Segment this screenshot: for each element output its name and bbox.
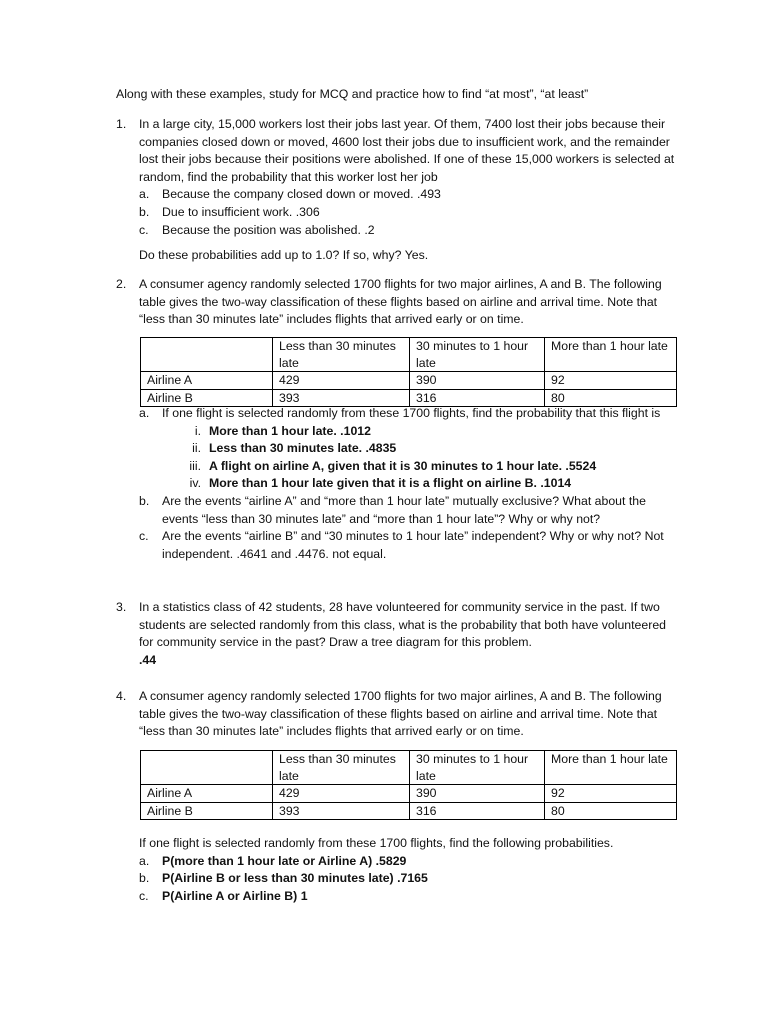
table-cell: Airline B	[141, 389, 273, 407]
roman-item	[189, 458, 676, 476]
question-4	[116, 688, 676, 741]
part-b	[139, 493, 676, 528]
table-header-cell	[141, 751, 273, 785]
table-cell: 429	[273, 372, 410, 390]
table-cell: 92	[545, 785, 677, 803]
table-header-cell	[141, 338, 273, 372]
table-cell: Airline B	[141, 802, 273, 820]
question-text: A consumer agency randomly selected 1700 flights for two major airlines, A and B. The following table gives the two-way classification of these flights based on airline and arrival time. Note that “less than 30 minutes late” includes flights that arrived early or on time.	[139, 277, 662, 327]
item-label: b.	[139, 493, 150, 508]
answer-item	[139, 222, 676, 240]
item-label: c.	[139, 222, 149, 237]
table-cell: 316	[410, 802, 545, 820]
answer-text: .44	[139, 652, 157, 667]
table-cell: 92	[545, 372, 677, 390]
table-cell: 80	[545, 389, 677, 407]
question-3	[116, 599, 676, 669]
table-cell: 80	[545, 802, 677, 820]
table-cell: 390	[410, 372, 545, 390]
question-number: 2.	[116, 277, 127, 291]
answer-item	[139, 186, 676, 204]
item-text: Are the events “airline A” and “more than 1 hour late” mutually exclusive? What about the events “less than 30 minutes late” and “more than 1 hour late”? Why or why not?	[162, 493, 646, 526]
question-2-parts	[116, 405, 676, 563]
answer-item	[139, 888, 676, 906]
question-2	[116, 276, 676, 329]
table-header-cell: More than 1 hour late	[545, 338, 677, 372]
answer-item	[139, 870, 676, 888]
question-text: A consumer agency randomly selected 1700 flights for two major airlines, A and B. The following table gives the two-way classification of these flights based on airline and arrival time. Note that “less than 30 minutes late” includes flights that arrived early or on time.	[139, 689, 662, 739]
question-number: 1.	[116, 117, 127, 131]
question-number: 3.	[116, 600, 127, 614]
question-1	[116, 116, 676, 265]
answer-item	[139, 853, 676, 871]
table-header-row	[141, 338, 677, 372]
part-c	[139, 528, 676, 563]
table-cell: 393	[273, 389, 410, 407]
item-label: i.	[194, 423, 201, 438]
flights-table-1	[140, 337, 677, 407]
roman-item	[194, 423, 676, 441]
item-text: More than 1 hour late. .1012	[209, 423, 371, 438]
question-number: 4.	[116, 689, 127, 703]
item-label: b.	[139, 871, 150, 886]
item-text: If one flight is selected randomly from these 1700 flights, find the probability that this flight is	[162, 406, 661, 420]
item-text: Because the position was abolished. .2	[162, 222, 375, 237]
table-cell: Airline A	[141, 785, 273, 803]
table-row	[141, 785, 677, 803]
table-cell: 429	[273, 785, 410, 803]
item-label: iv.	[189, 476, 201, 491]
item-label: a.	[139, 853, 150, 868]
item-text: More than 1 hour late given that it is a flight on airline B. .1014	[209, 476, 572, 491]
item-label: a.	[139, 406, 150, 420]
part-a	[139, 405, 676, 493]
table-cell: Airline A	[141, 372, 273, 390]
question-text: In a large city, 15,000 workers lost their jobs last year. Of them, 7400 lost their jobs because their companies closed down or moved, 4600 lost their jobs due to insufficient work, and the remainder lost their jobs because their positions were abolished. If one of these 15,000 workers is selected at random, find the probability that this worker lost her job	[139, 117, 675, 184]
intro-text: Along with these examples, study for MCQ and practice how to find “at most”, “at least”	[116, 87, 589, 101]
table-header-row	[141, 751, 677, 785]
item-label: ii.	[192, 441, 201, 456]
item-text: A flight on airline A, given that it is 30 minutes to 1 hour late. .5524	[209, 458, 597, 473]
item-text: Because the company closed down or moved. .493	[162, 187, 441, 202]
item-label: c.	[139, 529, 149, 544]
flights-table-2	[140, 750, 677, 820]
table-cell: 316	[410, 389, 545, 407]
table-header-cell: Less than 30 minutes late	[273, 751, 410, 785]
followup-text: Do these probabilities add up to 1.0? If so, why? Yes.	[139, 248, 429, 263]
table-header-cell: Less than 30 minutes late	[273, 338, 410, 372]
table-header-cell: 30 minutes to 1 hour late	[410, 751, 545, 785]
item-label: iii.	[189, 458, 201, 473]
prompt-text: If one flight is selected randomly from these 1700 flights, find the following probabilities.	[139, 836, 614, 850]
table-row	[141, 802, 677, 820]
table-row	[141, 372, 677, 390]
item-label: b.	[139, 204, 150, 219]
table-header-cell: More than 1 hour late	[545, 751, 677, 785]
answer-item	[139, 204, 676, 222]
question-text: In a statistics class of 42 students, 28 have volunteered for community service in the past. If two students are selected randomly from this class, what is the probability that both have volunteered for community service in the past? Draw a tree diagram for this problem.	[139, 600, 667, 650]
table-cell: 393	[273, 802, 410, 820]
item-text: P(Airline B or less than 30 minutes late) .7165	[162, 871, 428, 886]
question-4-parts	[116, 835, 676, 905]
item-label: c.	[139, 888, 149, 903]
roman-item	[192, 440, 676, 458]
roman-item	[189, 475, 676, 493]
table-header-cell: 30 minutes to 1 hour late	[410, 338, 545, 372]
item-text: P(more than 1 hour late or Airline A) .5829	[162, 853, 407, 868]
item-text: Are the events “airline B” and “30 minutes to 1 hour late” independent? Why or why not? Not independent. .4641 and .4476. not equal.	[162, 529, 664, 561]
item-text: P(Airline A or Airline B) 1	[162, 888, 308, 903]
table-cell: 390	[410, 785, 545, 803]
item-text: Due to insufficient work. .306	[162, 204, 320, 219]
item-text: Less than 30 minutes late. .4835	[209, 441, 397, 456]
item-label: a.	[139, 187, 150, 202]
